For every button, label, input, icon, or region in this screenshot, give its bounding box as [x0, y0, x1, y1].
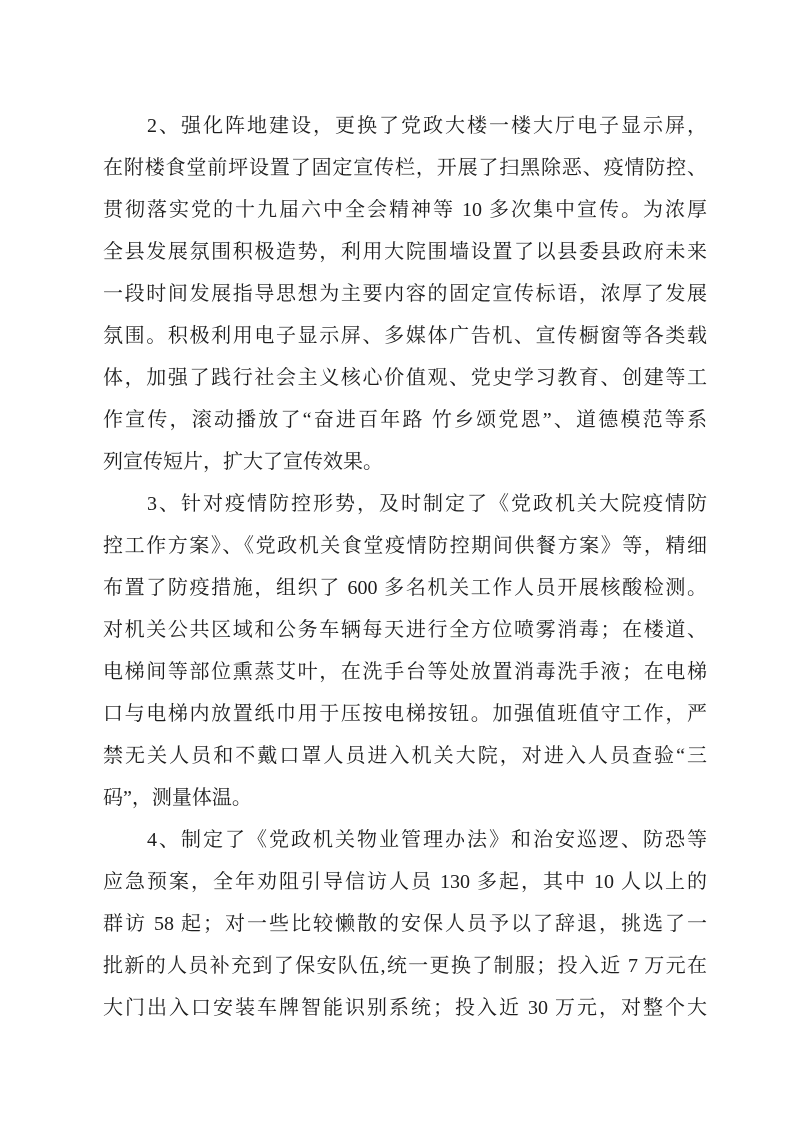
text-line: 3、针对疫情防控形势，及时制定了《党政机关大院疫情防 [147, 493, 707, 515]
paragraph [103, 819, 707, 1029]
text-line: 控工作方案》、《党政机关食堂疫情防控期间供餐方案》等，精细 [103, 535, 707, 557]
text-line: 群访 58 起；对一些比较懒散的安保人员予以了辞退，挑选了一 [103, 913, 707, 935]
text-line: 2、强化阵地建设，更换了党政大楼一楼大厅电子显示屏， [147, 115, 707, 137]
text-line: 布置了防疫措施，组织了 600 多名机关工作人员开展核酸检测。 [103, 577, 707, 599]
text-line: 禁无关人员和不戴口罩人员进入机关大院，对进入人员查验“三 [103, 745, 707, 767]
text-line: 口与电梯内放置纸巾用于压按电梯按钮。加强值班值守工作，严 [103, 703, 707, 725]
text-line: 对机关公共区域和公务车辆每天进行全方位喷雾消毒；在楼道、 [103, 619, 707, 641]
text-line: 全县发展氛围积极造势，利用大院围墙设置了以县委县政府未来 [103, 241, 707, 263]
text-line: 4、制定了《党政机关物业管理办法》和治安巡逻、防恐等 [147, 829, 707, 851]
paragraph [103, 105, 707, 483]
text-line: 一段时间发展指导思想为主要内容的固定宣传标语，浓厚了发展 [103, 283, 707, 305]
text-line: 体，加强了践行社会主义核心价值观、党史学习教育、创建等工 [103, 367, 707, 389]
text-line: 码”，测量体温。 [103, 787, 252, 809]
text-line: 氛围。积极利用电子显示屏、多媒体广告机、宣传橱窗等各类载 [103, 325, 707, 347]
document-body [103, 105, 707, 1029]
text-line: 应急预案，全年劝阻引导信访人员 130 多起，其中 10 人以上的 [103, 871, 707, 893]
text-line: 在附楼食堂前坪设置了固定宣传栏，开展了扫黑除恶、疫情防控、 [103, 157, 707, 179]
text-line: 批新的人员补充到了保安队伍,统一更换了制服；投入近 7 万元在 [103, 955, 707, 977]
text-line: 大门出入口安装车牌智能识别系统；投入近 30 万元，对整个大 [103, 997, 707, 1019]
text-line: 电梯间等部位熏蒸艾叶，在洗手台等处放置消毒洗手液；在电梯 [103, 661, 707, 683]
text-line: 贯彻落实党的十九届六中全会精神等 10 多次集中宣传。为浓厚 [103, 199, 707, 221]
text-line: 列宣传短片，扩大了宣传效果。 [103, 451, 383, 473]
text-line: 作宣传，滚动播放了“奋进百年路 竹乡颂党恩”、道德模范等系 [103, 409, 707, 431]
paragraph [103, 483, 707, 819]
